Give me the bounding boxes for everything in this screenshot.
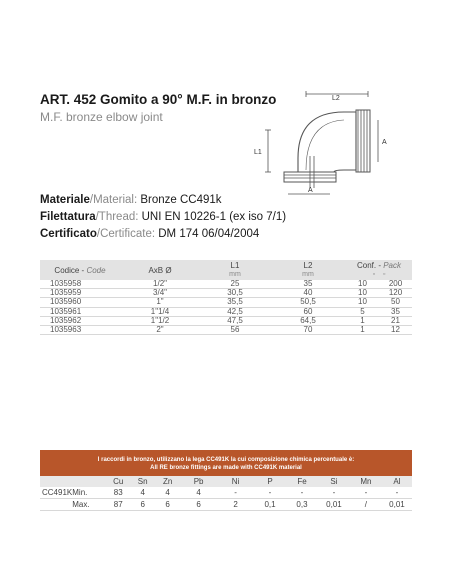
comp-value: 83 (106, 487, 130, 499)
table-row (40, 307, 412, 316)
dim-l1-label: L1 (254, 149, 262, 156)
cell-conf: 10 (346, 289, 379, 298)
comp-value: 6 (180, 499, 217, 511)
cell-axb: 1"1/2 (120, 316, 200, 325)
comp-value: 0,01 (382, 499, 412, 511)
spec-label-it: Filettatura (40, 211, 96, 223)
dim-a-bottom-label: A (308, 187, 313, 194)
cell-conf: 1 (346, 316, 379, 325)
element-sn: Sn (130, 476, 155, 487)
spec-label-it: Materiale (40, 194, 90, 206)
cell-l2: 64,5 (270, 316, 346, 325)
comp-value: - (286, 487, 318, 499)
cell-l1: 35,5 (200, 298, 270, 307)
cell-l2: 40 (270, 289, 346, 298)
composition-row-max (40, 499, 412, 511)
element-ni: Ni (217, 476, 254, 487)
comp-value: / (350, 499, 382, 511)
spec-label-en: Material (93, 194, 134, 206)
composition-header-row (40, 476, 412, 487)
box-small-icon: ▫ (372, 271, 376, 278)
element-mn: Mn (350, 476, 382, 487)
cell-code: 1035963 (40, 325, 120, 334)
comp-value: 0,3 (286, 499, 318, 511)
cell-l1: 56 (200, 325, 270, 334)
cell-l1: 42,5 (200, 307, 270, 316)
comp-value: 4 (180, 487, 217, 499)
table-row (40, 289, 412, 298)
header-l1: L1 mm (229, 261, 241, 278)
cell-l2: 35 (270, 280, 346, 289)
header-code: Codice - Code (54, 265, 106, 275)
cell-axb: 2" (120, 325, 200, 334)
cell-l2: 50,5 (270, 298, 346, 307)
cell-axb: 1/2" (120, 280, 200, 289)
cell-axb: 1" (120, 298, 200, 307)
composition-table (40, 476, 412, 511)
cell-l2: 70 (270, 325, 346, 334)
cell-pack: 120 (379, 289, 412, 298)
dim-l2-label: L2 (332, 95, 340, 102)
table-row (40, 325, 412, 334)
comp-value: 6 (130, 499, 155, 511)
dim-a-side-label: A (382, 139, 387, 146)
product-table (40, 260, 412, 335)
composition-row-min (40, 487, 412, 499)
element-al: Al (382, 476, 412, 487)
cell-code: 1035962 (40, 316, 120, 325)
cell-pack: 35 (379, 307, 412, 316)
cell-pack: 21 (379, 316, 412, 325)
table-row (40, 298, 412, 307)
cell-conf: 5 (346, 307, 379, 316)
page-title: ART. 452 Gomito a 90° M.F. in bronzo (40, 92, 277, 107)
spec-value: UNI EN 10226-1 (ex iso 7/1) (141, 211, 287, 223)
comp-value: 4 (155, 487, 180, 499)
cell-code: 1035959 (40, 289, 120, 298)
composition-banner-it: I raccordi in bronzo, utilizzano la lega CC491K la cui composizione chimica percentuale è: (97, 457, 355, 463)
comp-value: 0,01 (318, 499, 350, 511)
cell-axb: 3/4" (120, 289, 200, 298)
cell-pack: 200 (379, 280, 412, 289)
comp-value: - (217, 487, 254, 499)
header-axb: AxB Ø (148, 265, 172, 275)
cell-conf: 10 (346, 298, 379, 307)
spec-label-en: Thread (98, 211, 136, 223)
cell-l1: 30,5 (200, 289, 270, 298)
element-zn: Zn (155, 476, 180, 487)
comp-value: 4 (130, 487, 155, 499)
element-si: Si (318, 476, 350, 487)
cell-code: 1035958 (40, 280, 120, 289)
element-cu: Cu (106, 476, 130, 487)
cell-code: 1035960 (40, 298, 120, 307)
cell-l1: 47,5 (200, 316, 270, 325)
element-pb: Pb (180, 476, 217, 487)
spec-label-it: Certificato (40, 228, 97, 240)
spec-material: Materiale/Material: Bronze CC491k (40, 194, 222, 206)
comp-value: 0,1 (254, 499, 286, 511)
cell-l1: 25 (200, 280, 270, 289)
cell-axb: 1"1/4 (120, 307, 200, 316)
header-l2: L2 mm (302, 261, 314, 278)
comp-value: - (382, 487, 412, 499)
limit-label: Min. (72, 487, 106, 499)
spec-thread: Filettatura/Thread: UNI EN 10226-1 (ex iso 7/1) (40, 211, 287, 223)
element-p: P (254, 476, 286, 487)
box-large-icon: ▫ (382, 271, 386, 278)
spec-label-en: Certificate (100, 228, 152, 240)
cell-conf: 1 (346, 325, 379, 334)
element-fe: Fe (286, 476, 318, 487)
comp-value: - (318, 487, 350, 499)
spec-value: Bronze CC491k (140, 194, 222, 206)
spec-value: DM 174 06/04/2004 (158, 228, 260, 240)
alloy-name: CC491K (42, 488, 73, 497)
cell-pack: 50 (379, 298, 412, 307)
comp-value: 6 (155, 499, 180, 511)
cell-conf: 10 (346, 280, 379, 289)
composition-banner-en: All RE bronze fittings are made with CC491K material (150, 465, 302, 471)
table-row (40, 280, 412, 289)
composition-banner (40, 450, 412, 476)
page-subtitle: M.F. bronze elbow joint (40, 110, 163, 124)
limit-label: Max. (72, 499, 106, 511)
cell-pack: 12 (379, 325, 412, 334)
comp-value: 87 (106, 499, 130, 511)
cell-code: 1035961 (40, 307, 120, 316)
spec-certificate: Certificato/Certificate: DM 174 06/04/2004 (40, 228, 260, 240)
header-pack: Conf. - Pack ▫ ▫ (356, 261, 402, 278)
elbow-drawing (248, 88, 400, 200)
comp-value: 2 (217, 499, 254, 511)
comp-value: - (254, 487, 286, 499)
comp-value: - (350, 487, 382, 499)
table-row (40, 316, 412, 325)
cell-l2: 60 (270, 307, 346, 316)
product-table-header (40, 260, 412, 280)
